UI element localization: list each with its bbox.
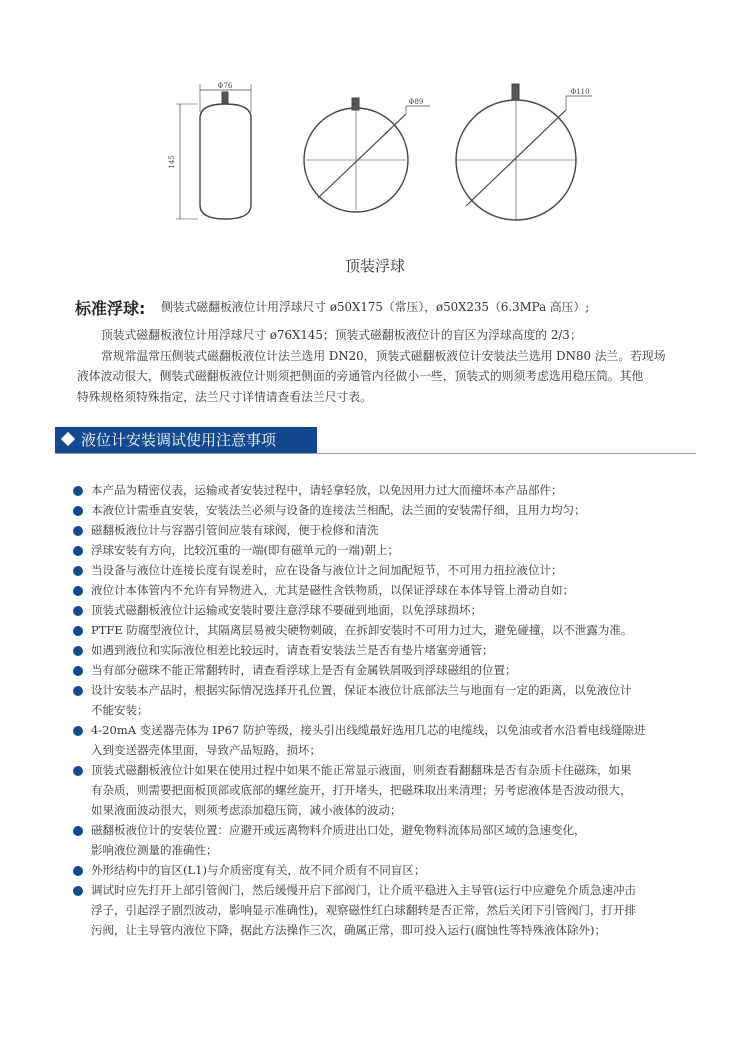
- list-item: 外形结构中的盲区(L1)与介质密度有关，故不同介质有不同盲区；: [91, 863, 426, 877]
- list-item-continued: 入到变送器壳体里面，导致产品短路，损坏；: [91, 743, 321, 757]
- list-item: 4-20mA 变送器壳体为 IP67 防护等级，接头引出线缆最好选用几芯的电缆线，以免油或者水沿着电线缝隙进: [91, 723, 646, 737]
- list-item-continued: 污阀，让主导管内液位下降，据此方法操作三次，确属正常，即可投入运行(腐蚀性等特殊液体除外)；: [91, 923, 606, 937]
- list-item: 顶装式磁翻板液位计运输或安装时要注意浮球不要碰到地面，以免浮球损坏；: [91, 603, 482, 617]
- bullet-icon: [73, 546, 83, 556]
- bullet-icon: [73, 766, 83, 776]
- list-item-continued: 影响液位测量的准确性；: [91, 843, 218, 857]
- list-item: 调试时应先打开上部引管阀门，然后缓慢开启下部阀门，让介质平稳进入主导管(运行中应避免介质急速冲击: [91, 883, 636, 897]
- small-tank-height-label: 145: [168, 155, 176, 169]
- small-tank-diameter-label: Φ76: [217, 82, 233, 90]
- bullet-icon: [73, 566, 83, 576]
- standard-float-title: 标准浮球:: [75, 299, 146, 318]
- bullet-icon: [73, 886, 83, 896]
- bullet-icon: [73, 486, 83, 496]
- list-item: 本液位计需垂直安装，安装法兰必须与设备的连接法兰相配，法兰面的安装需仔细，且用力均匀；: [91, 503, 586, 517]
- cylindrical-float-drawing: [176, 84, 251, 219]
- large-ball-float-drawing: [456, 84, 592, 220]
- section-title: 液位计安装调试使用注意事项: [81, 431, 277, 449]
- list-item: 当设备与液位计连接长度有误差时，应在设备与液位计之间加配短节，不可用力扭拉液位计；: [91, 563, 563, 577]
- standard-float-line: 顶装式磁翻板液位计用浮球尺寸 ø76X145；顶装式磁翻板液位计的盲区为浮球高度的 2/3；: [101, 328, 582, 342]
- standard-float-line: 特殊规格须特殊指定，法兰尺寸详情请查看法兰尺寸表。: [77, 390, 372, 404]
- list-item-continued: 不能安装；: [91, 703, 149, 717]
- bullet-icon: [73, 826, 83, 836]
- bullet-icon: [73, 686, 83, 696]
- list-item: 设计安装本产品时，根据实际情况选择开孔位置，保证本液位计底部法兰与地面有一定的距离，以免液位计: [91, 683, 632, 697]
- list-item: 液位计本体管内不允许有异物进入，尤其是磁性含铁物质，以保证浮球在本体导管上滑动自如；: [91, 583, 574, 597]
- standard-float-line: 常规常温常压侧装式磁翻板液位计法兰选用 DN20，顶装式磁翻板液位计安装法兰选用 DN80 法兰。若现场: [101, 349, 666, 363]
- list-item-continued: 有杂质，则需要把面板顶部或底部的螺丝旋开，打开堵头，把磁珠取出来清理；另考虑液体是否波动很大，: [91, 783, 632, 797]
- medium-ball-float-drawing: [304, 98, 430, 212]
- large-ball-diameter-label: Φ110: [570, 88, 590, 96]
- drawing-caption: 顶装浮球: [344, 257, 405, 275]
- bullet-icon: [73, 626, 83, 636]
- bullet-icon: [73, 606, 83, 616]
- list-item: PTFE 防腐型液位计，其隔离层易被尖硬物刺破，在拆卸安装时不可用力过大，避免碰撞，以不泄露为准。: [91, 623, 633, 637]
- bullet-icon: [73, 646, 83, 656]
- section-banner: [55, 427, 317, 453]
- list-item: 当有部分磁珠不能正常翻转时，请查看浮球上是否有金属铁屑吸到浮球磁组的位置；: [91, 663, 517, 677]
- list-item: 磁翻板液位计的安装位置：应避开或远离物料介质进出口处，避免物料流体局部区域的急速变化，: [91, 823, 586, 837]
- standard-float-line: 侧装式磁翻板液位计用浮球尺寸 ø50X175（常压），ø50X235（6.3MPa 高压）;: [161, 300, 590, 314]
- standard-float-line: 液体波动很大，侧装式磁翻板液位计则须把侧面的旁通管内径做小一些，顶装式的则须考虑选用稳压筒。其他: [77, 369, 644, 383]
- list-item: 磁翻板液位计与容器引管间应装有球阀，便于检修和清洗: [91, 523, 379, 537]
- bullet-icon: [73, 506, 83, 516]
- medium-ball-diameter-label: Φ89: [408, 98, 424, 106]
- section-divider: [55, 453, 696, 454]
- list-item: 本产品为精密仪表，运输或者安装过程中，请轻拿轻放，以免因用力过大而撞坏本产品部件；: [91, 483, 563, 497]
- list-item: 如遇到液位和实际液位相差比较远时，请查看安装法兰是否有垫片堵塞旁通管；: [91, 643, 494, 657]
- diamond-icon: [61, 431, 75, 445]
- bullet-icon: [73, 666, 83, 676]
- bullet-icon: [73, 726, 83, 736]
- bullet-icon: [73, 526, 83, 536]
- list-item: 浮球安装有方向，比较沉重的一端(即有磁单元的一端)朝上；: [91, 543, 399, 557]
- list-item-continued: 如果液面波动很大，则须考虑添加稳压筒，减小液体的波动；: [91, 803, 402, 817]
- list-item: 顶装式磁翻板液位计如果在使用过程中如果不能正常显示液面，则须查看翻翻珠是否有杂质卡住磁珠，如果: [91, 763, 632, 777]
- bullet-icon: [73, 586, 83, 596]
- list-item-continued: 浮子，引起浮子剧烈波动，影响显示准确性)，观察磁性红白球翻转是否正常，然后关闭下引管阀门，打开排: [91, 903, 636, 917]
- float-drawings: [0, 0, 750, 260]
- bullet-icon: [73, 866, 83, 876]
